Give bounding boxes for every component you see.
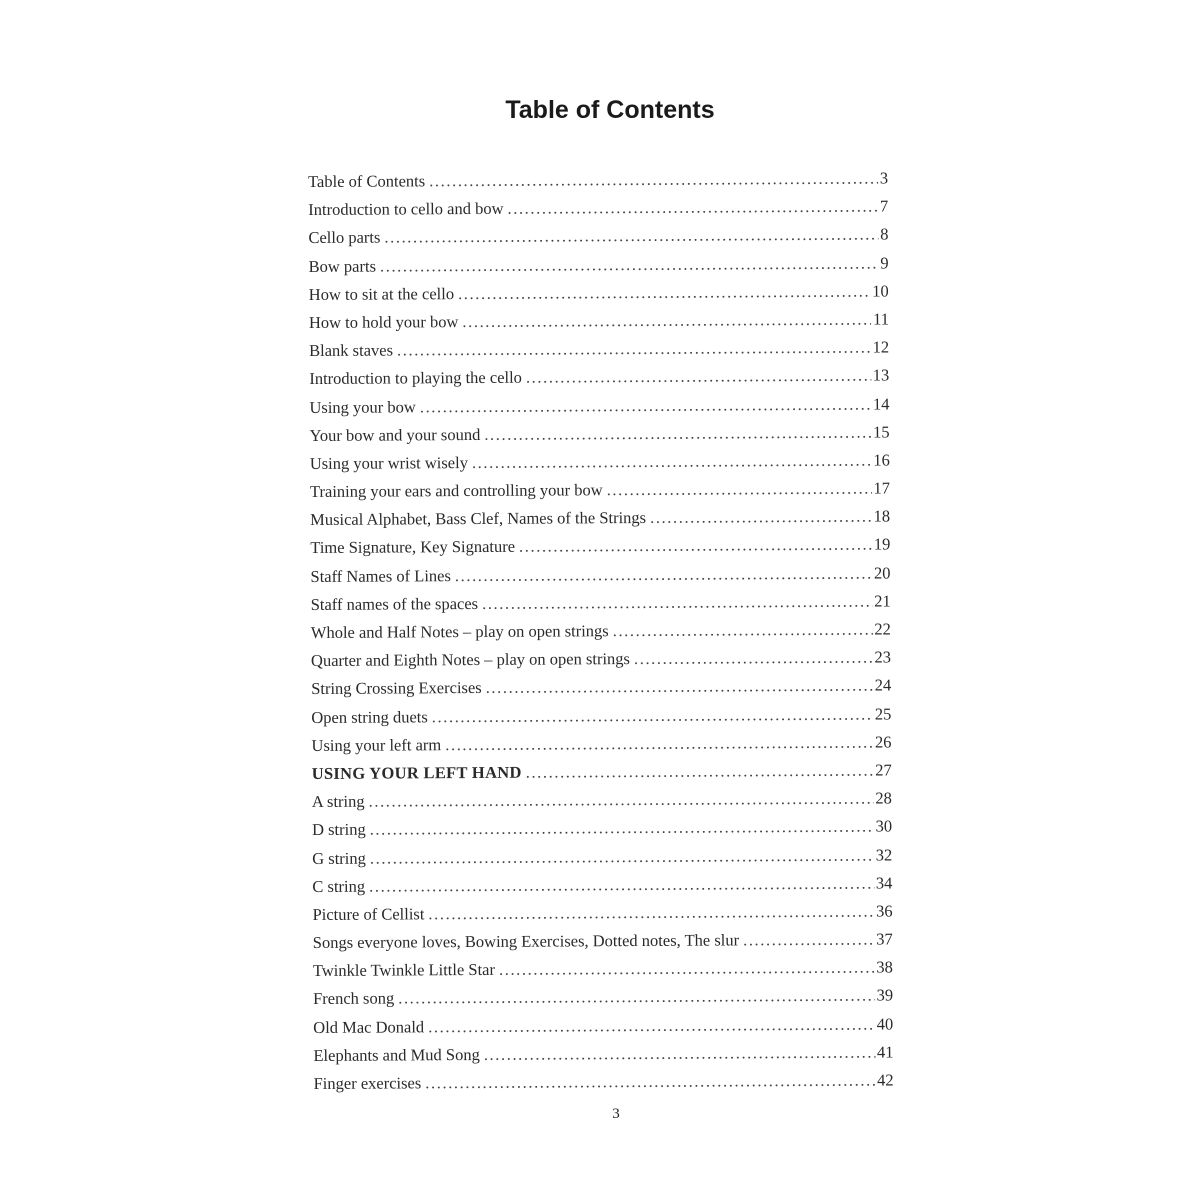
toc-entry-title: Your bow and your sound: [309, 424, 481, 445]
toc-leader-dots: [484, 1038, 875, 1069]
toc-leader-dots: [634, 644, 873, 674]
toc-entry-title: G string: [312, 848, 366, 868]
toc-entry: [308, 193, 888, 225]
toc-entry-title: French song: [313, 988, 395, 1009]
toc-entry-title: Using your wrist wisely: [309, 452, 468, 473]
toc-entry-title: Time Signature, Key Signature: [310, 537, 516, 558]
toc-entry-page: 25: [874, 704, 892, 724]
toc-entry-title: Elephants and Mud Song: [313, 1044, 480, 1065]
toc-entry-title: Cello parts: [308, 227, 381, 248]
toc-entry-page: 34: [875, 873, 893, 893]
toc-entry-title: Staff names of the spaces: [310, 593, 479, 614]
toc-entry: [310, 446, 890, 478]
toc-entry-title: Whole and Half Notes – play on open strings: [310, 621, 609, 642]
toc-entry-title: Musical Alphabet, Bass Clef, Names of the Strings: [310, 508, 647, 530]
page-title: Table of Contents: [505, 96, 715, 124]
toc-entry-page: 26: [874, 732, 892, 752]
toc-entry-page: 13: [872, 365, 890, 385]
toc-entry-page: 15: [873, 422, 890, 442]
toc-entry: [308, 164, 888, 196]
toc-entry-page: 32: [875, 844, 893, 865]
toc-entry-page: 24: [874, 675, 892, 695]
toc-entry: [309, 305, 889, 337]
toc-entry-title: Introduction to playing the cello: [309, 368, 522, 389]
toc-entry-page: 18: [873, 506, 891, 526]
toc-entry-title: Picture of Cellist: [312, 904, 425, 924]
toc-entry: [310, 559, 890, 591]
toc-leader-dots: [526, 362, 871, 392]
toc-entry-title: USING YOUR LEFT HAND: [311, 762, 522, 783]
toc-leader-dots: [369, 869, 874, 900]
toc-entry-title: A string: [311, 791, 365, 812]
toc-entry: [312, 869, 892, 901]
toc-entry: [311, 644, 891, 676]
toc-entry: [312, 897, 892, 929]
toc-entry-page: 21: [874, 591, 891, 611]
toc-entry: [313, 1038, 893, 1070]
toc-entry-title: Bow parts: [308, 256, 377, 276]
toc-entry: [313, 926, 893, 958]
toc-leader-dots: [613, 616, 873, 646]
toc-entry: [311, 587, 891, 619]
toc-entry-title: Songs everyone loves, Bowing Exercises, Dotted notes, The slur: [312, 930, 740, 953]
toc-entry-page: 27: [875, 760, 892, 780]
toc-entry: [314, 1066, 894, 1098]
toc-entry-page: 36: [875, 901, 893, 921]
toc-entry-title: Training your ears and controlling your bow: [309, 480, 603, 502]
toc-entry-page: 3: [879, 168, 889, 188]
toc-leader-dots: [425, 1067, 875, 1098]
toc-entry-page: 41: [876, 1042, 894, 1062]
toc-entry-page: 40: [876, 1014, 894, 1034]
toc-entry-page: 38: [876, 957, 893, 977]
toc-leader-dots: [428, 1010, 875, 1041]
toc-entry: [310, 503, 890, 535]
toc-entry: [310, 475, 890, 507]
toc-leader-dots: [398, 982, 875, 1013]
toc-leader-dots: [369, 785, 874, 816]
toc-leader-dots: [397, 334, 871, 365]
toc-entry: [312, 756, 892, 788]
toc-entry-page: 22: [874, 619, 891, 639]
toc-entry-title: Using your bow: [309, 396, 416, 417]
toc-entry-title: Table of Contents: [308, 171, 426, 191]
toc-entry-title: Open string duets: [311, 706, 428, 727]
toc-leader-dots: [499, 954, 875, 984]
toc-entry-title: How to hold your bow: [308, 312, 459, 332]
toc-entry: [309, 277, 889, 309]
toc-entry-title: String Crossing Exercises: [311, 678, 482, 699]
toc-leader-dots: [455, 559, 872, 590]
toc-leader-dots: [428, 897, 874, 928]
toc-entry-title: Using your left arm: [311, 734, 442, 755]
toc-entry: [309, 362, 889, 394]
toc-leader-dots: [484, 418, 871, 449]
toc-entry: [313, 954, 893, 986]
toc-entry: [313, 982, 893, 1014]
toc-entry-page: 19: [873, 534, 891, 554]
toc-entry-page: 16: [873, 450, 890, 470]
toc-leader-dots: [482, 587, 872, 618]
toc-leader-dots: [607, 475, 872, 505]
toc-entry-page: 11: [872, 309, 889, 329]
toc-entry-title: C string: [312, 876, 366, 896]
toc-list: [308, 164, 894, 1098]
toc-leader-dots: [472, 446, 872, 477]
toc-entry: [310, 531, 890, 563]
toc-entry-page: 42: [877, 1070, 894, 1090]
toc-entry: [308, 221, 888, 253]
toc-entry-page: 8: [880, 224, 889, 244]
toc-leader-dots: [380, 249, 879, 280]
toc-entry-page: 7: [879, 196, 889, 216]
toc-leader-dots: [462, 306, 871, 337]
toc-entry: [311, 700, 891, 732]
toc-entry-page: 30: [875, 816, 893, 836]
toc-entry-page: 39: [876, 985, 894, 1005]
toc-entry-page: 37: [876, 929, 893, 949]
toc-entry-title: Old Mac Donald: [313, 1016, 425, 1037]
toc-entry: [313, 1010, 893, 1042]
toc-entry: [312, 813, 892, 845]
toc-entry-page: 20: [873, 563, 891, 583]
toc-leader-dots: [370, 813, 874, 844]
page-number: 3: [612, 1106, 620, 1122]
toc-leader-dots: [370, 841, 874, 872]
toc-entry-title: Blank staves: [309, 340, 394, 361]
toc-entry-title: Twinkle Twinkle Little Star: [312, 960, 496, 981]
toc-entry: [311, 615, 891, 647]
toc-entry: [309, 390, 889, 422]
toc-entry: [310, 418, 890, 450]
toc-entry-title: Introduction to cello and bow: [308, 198, 504, 220]
toc-entry: [312, 841, 892, 873]
toc-entry-title: Staff Names of Lines: [310, 565, 451, 586]
toc-leader-dots: [432, 700, 873, 731]
toc-leader-dots: [429, 165, 878, 196]
toc-leader-dots: [486, 672, 873, 703]
toc-entry: [312, 785, 892, 817]
toc-entry: [311, 672, 891, 704]
toc-leader-dots: [650, 503, 872, 533]
toc-entry-title: How to sit at the cello: [308, 283, 455, 304]
toc-entry-page: 9: [880, 253, 889, 273]
toc-entry-page: 12: [872, 337, 890, 357]
toc-leader-dots: [507, 193, 878, 223]
toc-leader-dots: [458, 277, 870, 308]
toc-entry-page: 14: [872, 393, 890, 414]
toc-entry-title: Quarter and Eighth Notes – play on open strings: [310, 649, 631, 671]
toc-entry: [309, 334, 889, 366]
toc-entry-page: 10: [872, 281, 889, 301]
toc-entry-title: D string: [311, 819, 366, 840]
toc-entry-page: 17: [873, 478, 891, 498]
toc-entry-page: 23: [874, 647, 892, 667]
toc-leader-dots: [445, 728, 873, 759]
toc-leader-dots: [519, 531, 872, 561]
toc-leader-dots: [526, 756, 874, 786]
toc-leader-dots: [420, 390, 871, 421]
toc-entry: [311, 728, 891, 760]
toc-entry-page: 28: [875, 788, 892, 808]
toc-entry: [309, 249, 889, 281]
toc-leader-dots: [384, 221, 878, 252]
toc-leader-dots: [743, 926, 874, 955]
toc-entry-title: Finger exercises: [313, 1073, 422, 1093]
